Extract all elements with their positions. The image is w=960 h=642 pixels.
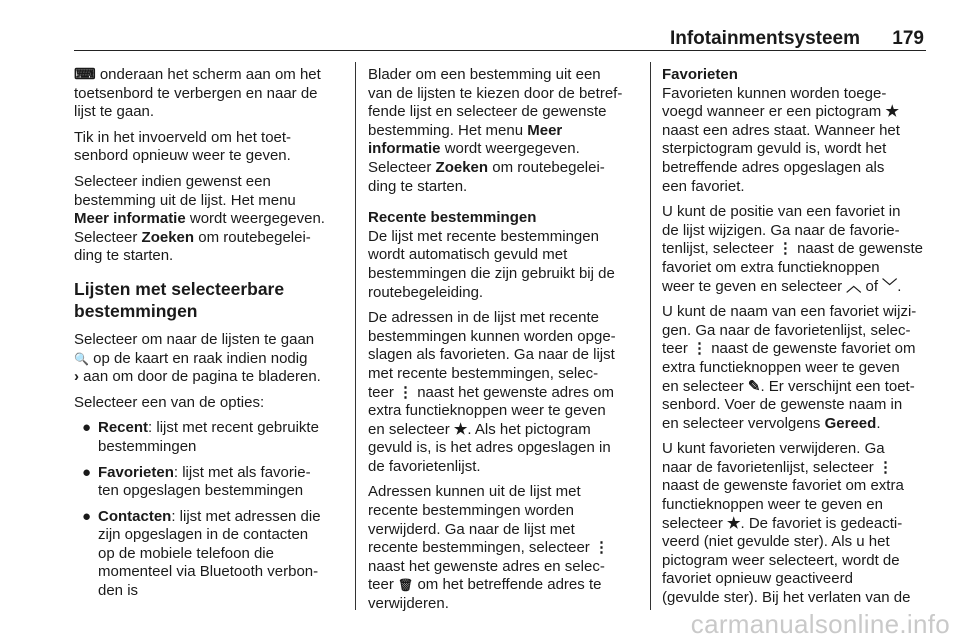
- paragraph: Selecteer indien gewenst een bestemming uit de lijst. Het menu Meer informatie wordt weergegeven. Selecteer Zoeken om routebegelei- ding te starten.: [74, 172, 325, 265]
- paragraph: Favorieten kunnen worden toege- voegd wanneer er een pictogram ★ naast een adres staat. Wanneer het sterpictogram gevuld is, wordt het betreffende adres opgeslagen als een favoriet.: [662, 84, 900, 195]
- column-divider: [650, 62, 651, 610]
- paragraph: Blader om een bestemming uit een van de lijsten te kiezen door de betref- fende lijst en selecteer de gewenste bestemming. Het menu Meer informatie wordt weergegeven. Selecteer Zoeken om routebegelei- ding te starten.: [368, 66, 623, 195]
- star-icon: ★: [727, 514, 741, 532]
- keyboard-icon: ⌨: [74, 66, 96, 83]
- page-title: Infotainmentsysteem: [669, 28, 860, 49]
- more-vertical-icon: ⋮: [398, 383, 414, 401]
- subsection-heading: Favorieten: [662, 66, 738, 83]
- search-icon: 🔍: [74, 351, 89, 366]
- page-number: 179: [892, 28, 924, 49]
- column-divider: [355, 62, 356, 610]
- paragraph: U kunt de positie van een favoriet in de lijst wijzigen. Ga naar de favorie- tenlijst, selecteer ⋮ naast de gewenste favoriet om extra functieknoppen weer te geven en selecteer ︿ of ﹀.: [662, 203, 923, 295]
- chevron-down-icon: ﹀: [882, 277, 898, 295]
- star-icon: ★: [885, 103, 899, 121]
- paragraph: Tik in het invoerveld om het toet- senbord opnieuw weer te geven.: [74, 128, 292, 165]
- options-list: [74, 419, 346, 600]
- paragraph: ⌨ onderaan het scherm aan om het toetsenbord te verbergen en naar de lijst te gaan.: [74, 66, 321, 121]
- paragraph: U kunt favorieten verwijderen. Ga naar de favorietenlijst, selecteer ⋮ naast de gewenste favoriet om extra functieknoppen weer te geven en selecteer ★. De favoriet is gedeacti- veerd (niet gevulde ster). Als u het pictogram weer selecteert, wordt de favoriet opnieuw geactiveerd (gevulde ster). Bij het verlaten van de: [662, 440, 911, 607]
- list-item: ● Contacten: lijst met adressen die zijn opgeslagen in de contacten op de mobiele telefoon die momenteel via Bluetooth verbon- den is: [82, 507, 321, 600]
- paragraph: Selecteer een van de opties:: [74, 393, 265, 411]
- more-vertical-icon: ⋮: [877, 458, 893, 476]
- watermark: carmanualsonline.info: [690, 609, 950, 639]
- list-item: ● Recent: lijst met recent gebruikte bestemmingen: [82, 419, 319, 455]
- star-icon: ★: [453, 420, 468, 438]
- trash-icon: 🗑: [398, 578, 414, 593]
- column-2: [368, 66, 640, 621]
- subsection-heading: Recente bestemmingen: [368, 209, 537, 227]
- page-header: [74, 28, 926, 51]
- column-1: [74, 66, 346, 608]
- paragraph: Adressen kunnen uit de lijst met recente bestemmingen worden verwijderd. Ga naar de lijst met recente bestemmingen, selecteer ⋮ naast het gewenste adres en selec- teer 🗑 om het betreffende adres te verwijderen.: [368, 483, 609, 613]
- paragraph: U kunt de naam van een favoriet wijzi- gen. Ga naar de favorietenlijst, selec- teer ⋮ naast de gewenste favoriet om extra functieknoppen weer te geven en selecteer ✎. Er verschijnt een toet- senbord. Voer de gewenste naam in en selecteer vervolgens Gereed.: [662, 303, 917, 432]
- pencil-icon: ✎: [747, 377, 761, 395]
- more-vertical-icon: ⋮: [692, 340, 708, 358]
- section-heading: Lijsten met selecteerbare bestemmingen: [74, 278, 285, 321]
- more-vertical-icon: ⋮: [593, 539, 609, 557]
- list-item: ● Favorieten: lijst met als favorie- ten opgeslagen bestemmingen: [82, 463, 311, 500]
- chevron-up-icon: ︿: [846, 277, 862, 295]
- paragraph: De lijst met recente bestemmingen wordt automatisch gevuld met bestemmingen die zijn gebruikt bij de routebegeleiding.: [368, 227, 615, 301]
- paragraph: Selecteer om naar de lijsten te gaan 🔍 op de kaart en raak indien nodig › aan om door de pagina te bladeren.: [74, 330, 321, 386]
- column-3: [662, 66, 930, 615]
- chevron-right-icon: ›: [74, 368, 79, 386]
- more-vertical-icon: ⋮: [777, 240, 793, 258]
- paragraph: De adressen in de lijst met recente bestemmingen kunnen worden opge- slagen als favorieten. Ga naar de lijst met recente bestemmingen, selec- teer ⋮ naast het gewenste adres om extra functieknoppen weer te geven en selecteer ★. Als het pictogram gevuld is, is het adres opgeslagen in de favorietenlijst.: [368, 309, 616, 475]
